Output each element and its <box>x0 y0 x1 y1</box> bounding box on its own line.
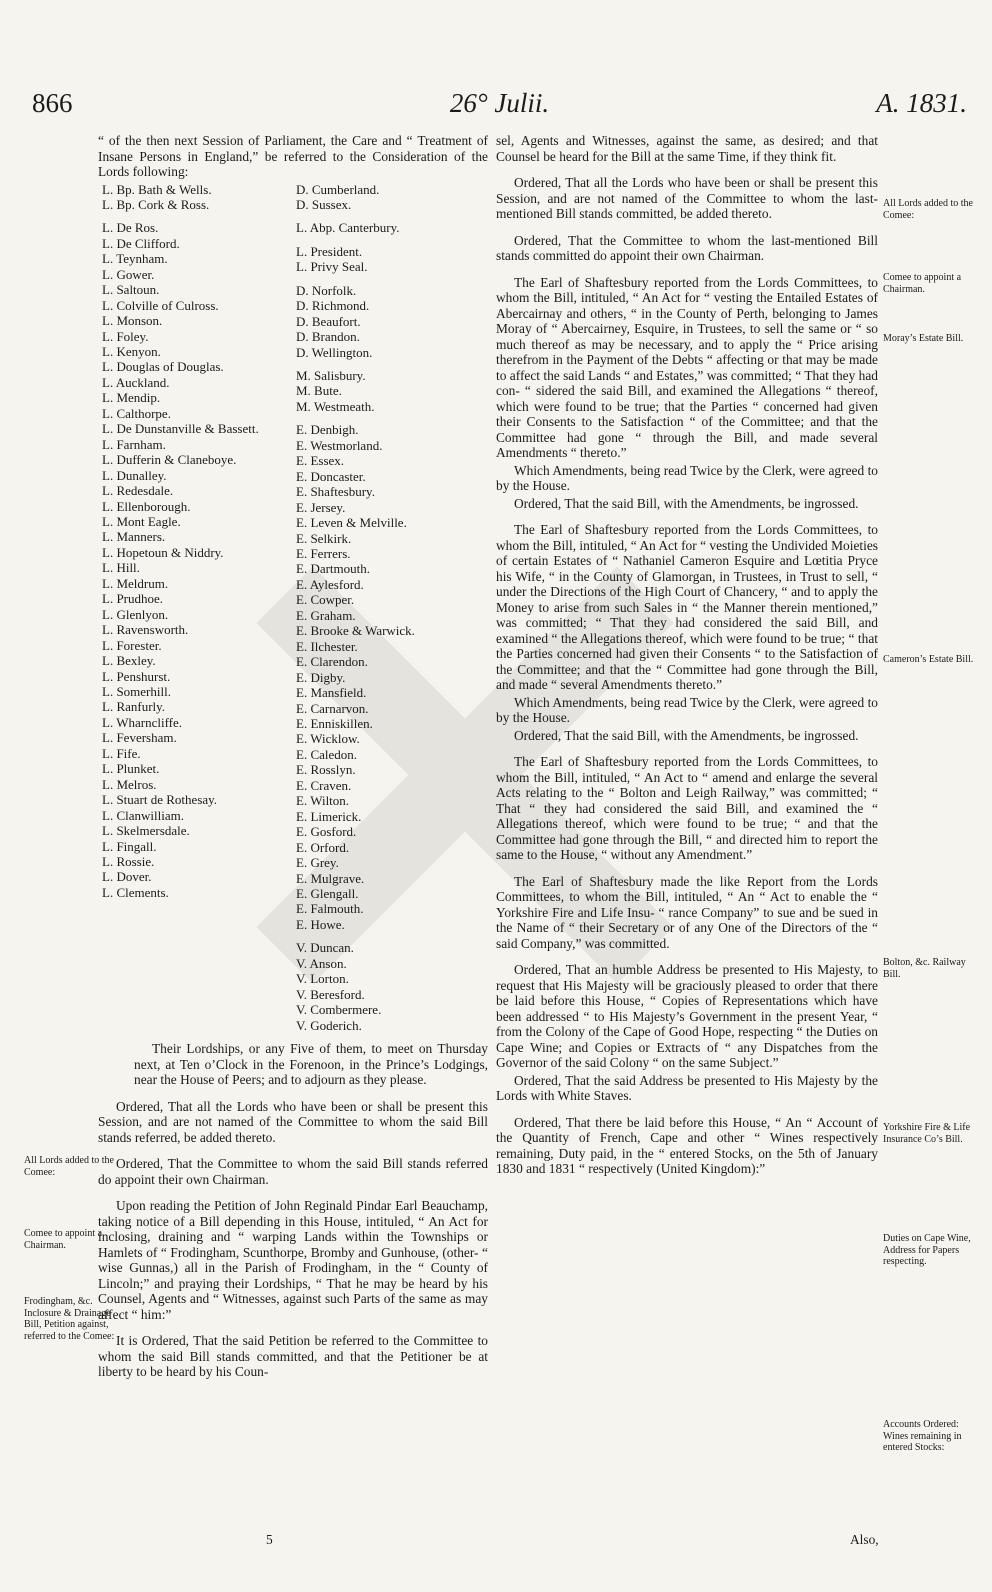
lord-entry: L. Penshurst. <box>102 668 171 684</box>
chairman-paragraph: Ordered, That the Committee to whom the last-mentioned Bill stands committed do appoint their own Chairman. <box>496 232 878 263</box>
meeting-paragraph: Their Lordships, or any Five of them, to meet on Thursday next, at Ten o’Clock in the Forenoon, in the Prince’s Lodgings, near the House of Peers; and to adjourn as they please. <box>134 1041 488 1088</box>
continuation-paragraph: sel, Agents and Witnesses, against the same, as desired; and that Counsel be heard for the Bill at the same Time, if they think fit. <box>496 133 878 164</box>
lord-entry: L. Bp. Bath & Wells. <box>102 181 212 197</box>
lord-entry: L. Mendip. <box>102 390 161 406</box>
lord-entry: L. Bexley. <box>102 653 156 669</box>
lord-entry: E. Ferrers. <box>296 546 351 562</box>
lord-entry: L. Kenyon. <box>102 344 161 360</box>
lord-entry: L. De Dunstanville & Bassett. <box>102 421 259 437</box>
page-year: A. 1831. <box>876 88 967 118</box>
lord-entry: L. Calthorpe. <box>102 405 171 421</box>
lord-entry: L. Ravensworth. <box>102 622 189 638</box>
lord-entry: L. Melros. <box>102 776 157 792</box>
moray-amendments: Which Amendments, being read Twice by the Clerk, were agreed to by the House. <box>496 462 878 493</box>
lord-entry: L. De Ros. <box>102 220 159 236</box>
lord-entry: L. Gower. <box>102 266 155 282</box>
lord-entry: E. Falmouth. <box>296 901 364 917</box>
cameron-report: The Earl of Shaftesbury reported from the Lords Committees, to whom the Bill, intituled, “ An Act for “ vesting the Undivided Moieties of certain Estates of “ Nathaniel Cameron Esquire and Lœtitia Pryce his Wife, “ in the County of Glamorgan, in Trustees, in Trust to sell, “ under the Directions of the High Court of Chancery, “ and to apply the Money to arise from such Sales in “ the Manner therein mentioned,” was committed; “ That they had considered the said Bill, and examined “ the Allegations thereof, which were found to be true; “ that the Parties concerned had given their Consents “ to the Satisfaction of the Committee; and that the “ Committee had gone through the Bill, and made “ several Amendments thereto.” <box>496 522 878 692</box>
lord-entry: L. Glenlyon. <box>102 606 169 622</box>
lord-entry: E. Cowper. <box>296 592 355 608</box>
lord-entry: D. Wellington. <box>296 344 373 360</box>
margin-note-chairman: Comee to appoint a Chairman. <box>24 1228 103 1251</box>
lord-entry: E. Glengall. <box>296 885 359 901</box>
lord-entry: E. Grey. <box>296 855 339 871</box>
lord-entry: E. Denbigh. <box>296 422 359 438</box>
margin-note-all-lords-right: All Lords added to the Comee: <box>883 198 973 221</box>
list-gap <box>102 212 296 220</box>
lord-entry: L. Somerhill. <box>102 684 171 699</box>
lord-entry: M. Bute. <box>296 383 342 399</box>
lord-entry: E. Craven. <box>296 777 352 793</box>
lord-entry: L. Douglas of Douglas. <box>102 359 224 375</box>
all-lords-paragraph: Ordered, That all the Lords who have been or shall be present this Session, and are not named of the Committee to whom the last-mentioned Bill stands committed, be added thereto. <box>496 175 878 221</box>
cameron-engross: Ordered, That the said Bill, with the Amendments, be ingrossed. <box>514 727 859 743</box>
lord-entry: L. De Clifford. <box>102 235 180 251</box>
margin-note-cape: Duties on Cape Wine, Address for Papers respecting. <box>883 1233 971 1267</box>
lord-entry: D. Richmond. <box>296 298 370 314</box>
margin-note-moray: Moray’s Estate Bill. <box>883 333 964 344</box>
lord-entry: V. Beresford. <box>296 986 365 1002</box>
lord-entry: L. Hill. <box>102 560 140 576</box>
list-gap <box>296 932 486 940</box>
lord-entry: E. Digby. <box>296 669 346 685</box>
lord-entry: E. Howe. <box>296 916 345 932</box>
margin-note-yorkshire: Yorkshire Fire & Life Insurance Co’s Bill. <box>883 1122 971 1145</box>
lord-entry: E. Dartmouth. <box>296 561 371 577</box>
lord-entry: E. Wilton. <box>296 793 350 809</box>
lord-entry: L. Redesdale. <box>102 483 174 499</box>
lord-entry: E. Brooke & Warwick. <box>296 623 415 639</box>
cameron-amendments: Which Amendments, being read Twice by the Clerk, were agreed to by the House. <box>496 694 878 725</box>
lord-entry: L. Forester. <box>102 637 162 653</box>
lord-entry: E. Mulgrave. <box>296 870 365 886</box>
lord-entry: V. Duncan. <box>296 940 354 956</box>
lord-entry: L. Saltoun. <box>102 282 160 298</box>
lord-entry: L. Dufferin & Claneboye. <box>102 452 237 468</box>
margin-note-bolton: Bolton, &c. Railway Bill. <box>883 957 966 980</box>
catchword: Also, <box>850 1532 879 1547</box>
lord-entry: L. Colville of Culross. <box>102 297 219 313</box>
lord-entry: L. Teynham. <box>102 251 168 267</box>
lord-entry: M. Westmeath. <box>296 398 375 414</box>
address-present-paragraph: Ordered, That the said Address be presented to His Majesty by the Lords with White Staves. <box>496 1072 878 1103</box>
lord-entry: L. Plunket. <box>102 761 160 777</box>
lord-entry: E. Shaftesbury. <box>296 484 375 500</box>
lord-entry: E. Limerick. <box>296 808 362 824</box>
lord-entry: E. Jersey. <box>296 499 346 515</box>
lord-entry: D. Norfolk. <box>296 282 357 298</box>
lord-entry: L. Clements. <box>102 884 169 900</box>
list-gap <box>296 275 486 283</box>
lord-entry: L. Dunalley. <box>102 467 167 483</box>
moray-report: The Earl of Shaftesbury reported from the Lords Committees, to whom the Bill, intituled, “ An Act for “ vesting the Entailed Estates of Abercairnay and others, “ in the County of Perth, belonging to James Moray of “ Abercairney, Esquire, in Trustees, to sell the same or “ so much thereof as may be necessary, and to apply the “ Price arising therefrom in the Payment of the Debts “ affecting or that may be made to affect the said Lands “ and Estates,” was committed; “ That they had con- “ sidered the said Bill, and examined the Allegations “ thereof, which were found to be true; that the Parties “ concerned had given their Consents to the Satisfaction “ of the Committee; and that the Committee had gone “ through the Bill, and made several Amendments “ thereto.” <box>496 274 878 460</box>
margin-note-accounts: Accounts Ordered: Wines remaining in entered Stocks: <box>883 1419 962 1453</box>
lord-entry: M. Salisbury. <box>296 368 366 384</box>
bolton-report: The Earl of Shaftesbury reported from the Lords Committees, to whom the Bill, intituled, “ An Act to “ amend and enlarge the several Acts relating to the “ Bolton and Leigh Railway,” was committed; “ That “ they had considered the said Bill, and examined the “ Allegations thereof, which were found to be true; “ and that the Committee had gone through the Bill, “ and directed him to report the same to the House, “ without any Amendment.” <box>496 754 878 862</box>
lord-entry: E. Rosslyn. <box>296 762 356 778</box>
lord-entry: D. Cumberland. <box>296 181 380 197</box>
lord-entry: L. Feversham. <box>102 730 177 746</box>
lord-entry: E. Wicklow. <box>296 731 360 747</box>
lord-entry: L. Prudhoe. <box>102 591 164 607</box>
petition-paragraph: Upon reading the Petition of John Reginald Pindar Earl Beauchamp, taking notice of a Bill depending in this House, intituled, “ An Act for inclosing, draining and “ warping Lands within the Townships or Hamlets of “ Frodingham, Scunthorpe, Bromby and Gunhouse, (other- “ wise Gunnas,) all in the Parish of Frodingham, in the “ County of Lincoln;” and praying their Lordships, “ That he may be heard by his Counsel, Agents and “ Witnesses, against such Parts of the same as may affect “ him:” <box>98 1198 488 1322</box>
lord-entry: L. Foley. <box>102 328 149 344</box>
lord-entry: L. Meldrum. <box>102 575 169 591</box>
lord-entry: E. Ilchester. <box>296 638 358 654</box>
page-date: 26° Julii. <box>449 88 550 118</box>
lord-entry: D. Brandon. <box>296 329 360 345</box>
lord-entry: L. Wharncliffe. <box>102 714 183 730</box>
page-header <box>32 88 967 122</box>
lord-entry: L. Dover. <box>102 869 152 885</box>
moray-engross: Ordered, That the said Bill, with the Amendments, be ingrossed. <box>514 495 859 511</box>
lord-entry: L. Rossie. <box>102 853 155 869</box>
lord-entry: E. Aylesford. <box>296 576 364 592</box>
chairman-paragraph: Ordered, That the Committee to whom the said Bill stands referred do appoint their own Chairman. <box>98 1156 488 1187</box>
ordered-paragraph: It is Ordered, That the said Petition be referred to the Committee to whom the said Bill stands committed, and that the Petitioner be at liberty to be heard by his Coun- <box>98 1333 488 1380</box>
margin-note-frodingham: Frodingham, &c. Inclosure & Drainage Bill, Petition against, referred to the Comee: <box>24 1296 115 1342</box>
lord-entry: E. Essex. <box>296 453 345 469</box>
all-lords-paragraph: Ordered, That all the Lords who have been or shall be present this Session, and are not named of the Committee to whom the said Bill stands referred, be added thereto. <box>98 1098 488 1145</box>
list-gap <box>296 212 486 220</box>
lord-entry: E. Westmorland. <box>296 437 383 453</box>
lord-entry: L. Hopetoun & Niddry. <box>102 544 224 560</box>
lord-entry: E. Carnarvon. <box>296 700 369 716</box>
lord-entry: V. Lorton. <box>296 971 349 987</box>
lord-entry: E. Gosford. <box>296 824 357 840</box>
right-column <box>496 133 878 1179</box>
margin-note-all-lords: All Lords added to the Comee: <box>24 1155 114 1178</box>
lord-entry: L. Monson. <box>102 313 163 329</box>
lord-entry: E. Leven & Melville. <box>296 515 407 531</box>
address-paragraph: Ordered, That an humble Address be presented to His Majesty, to request that His Majesty will be graciously pleased to order that there be laid before this House, “ Copies of Representations which have been addressed “ to His Majesty’s Government in the present Year, “ from the Colony of the Cape of Good Hope, respecting “ the Duties on Cape Wine; and Copies or Extracts of “ any Dispatches from the Governor of the said Colony “ on the same Subject.” <box>496 962 878 1070</box>
signature-mark: 5 <box>266 1532 273 1547</box>
lord-entry: E. Enniskillen. <box>296 716 373 731</box>
lord-entry: L. Fife. <box>102 745 141 761</box>
lord-entry: E. Caledon. <box>296 746 358 762</box>
lord-entry: L. Manners. <box>102 529 166 545</box>
lord-entry: L. Ellenborough. <box>102 498 191 514</box>
list-gap <box>296 360 486 368</box>
lord-entry: L. President. <box>296 243 363 259</box>
lord-entry: L. Farnham. <box>102 436 166 452</box>
yorkshire-report: The Earl of Shaftesbury made the like Report from the Lords Committees, to whom the Bill, intituled, “ An “ Act to enable the “ Yorkshire Fire and Life Insu- “ rance Company” to sue and be sued in the Name of “ their Secretary or of any One of the Directors of the “ said Company,” was committed. <box>496 873 878 951</box>
lord-entry: L. Auckland. <box>102 374 170 390</box>
lord-entry: L. Ranfurly. <box>102 699 166 715</box>
lord-entry: V. Combermere. <box>296 1002 382 1018</box>
lord-entry: E. Clarendon. <box>296 654 368 670</box>
lord-entry: D. Sussex. <box>296 196 352 212</box>
accounts-paragraph: Ordered, That there be laid before this House, “ An “ Account of the Quantity of French, Cape and other “ Wines respectively remaining, Duty paid, in the “ entered Stocks, on the 5th of January 1830 and 1831 “ respectively (United Kingdom):” <box>496 1114 878 1176</box>
margin-note-chairman-right: Comee to appoint a Chairman. <box>883 272 962 295</box>
left-column <box>98 133 488 1382</box>
lord-entry: L. Bp. Cork & Ross. <box>102 196 210 212</box>
page-number: 866 <box>32 88 73 118</box>
lord-entry: L. Abp. Canterbury. <box>296 220 400 236</box>
lord-entry: V. Anson. <box>296 955 347 971</box>
lord-entry: L. Fingall. <box>102 838 157 854</box>
lord-entry: L. Skelmersdale. <box>102 823 190 839</box>
lord-entry: E. Orford. <box>296 839 350 855</box>
lord-entry: D. Beaufort. <box>296 313 361 329</box>
lord-entry: L. Stuart de Rothesay. <box>102 792 218 808</box>
list-gap <box>296 236 486 244</box>
list-gap <box>296 414 486 422</box>
lord-entry: L. Clanwilliam. <box>102 807 184 823</box>
lord-entry: L. Mont Eagle. <box>102 514 181 530</box>
lord-entry: V. Goderich. <box>296 1017 362 1033</box>
lords-list <box>98 182 488 1034</box>
lord-entry: E. Mansfield. <box>296 685 367 701</box>
lords-column-1 <box>98 182 296 1034</box>
lord-entry: E. Selkirk. <box>296 530 352 546</box>
lord-entry: L. Privy Seal. <box>296 259 368 275</box>
lords-column-2 <box>296 182 486 1034</box>
lord-entry: E. Doncaster. <box>296 468 366 484</box>
intro-paragraph: “ of the then next Session of Parliament, the Care and “ Treatment of Insane Persons in England,” be referred to the Consideration of the Lords following: <box>98 133 488 179</box>
margin-note-cameron: Cameron’s Estate Bill. <box>883 654 974 665</box>
lord-entry: E. Graham. <box>296 607 356 623</box>
